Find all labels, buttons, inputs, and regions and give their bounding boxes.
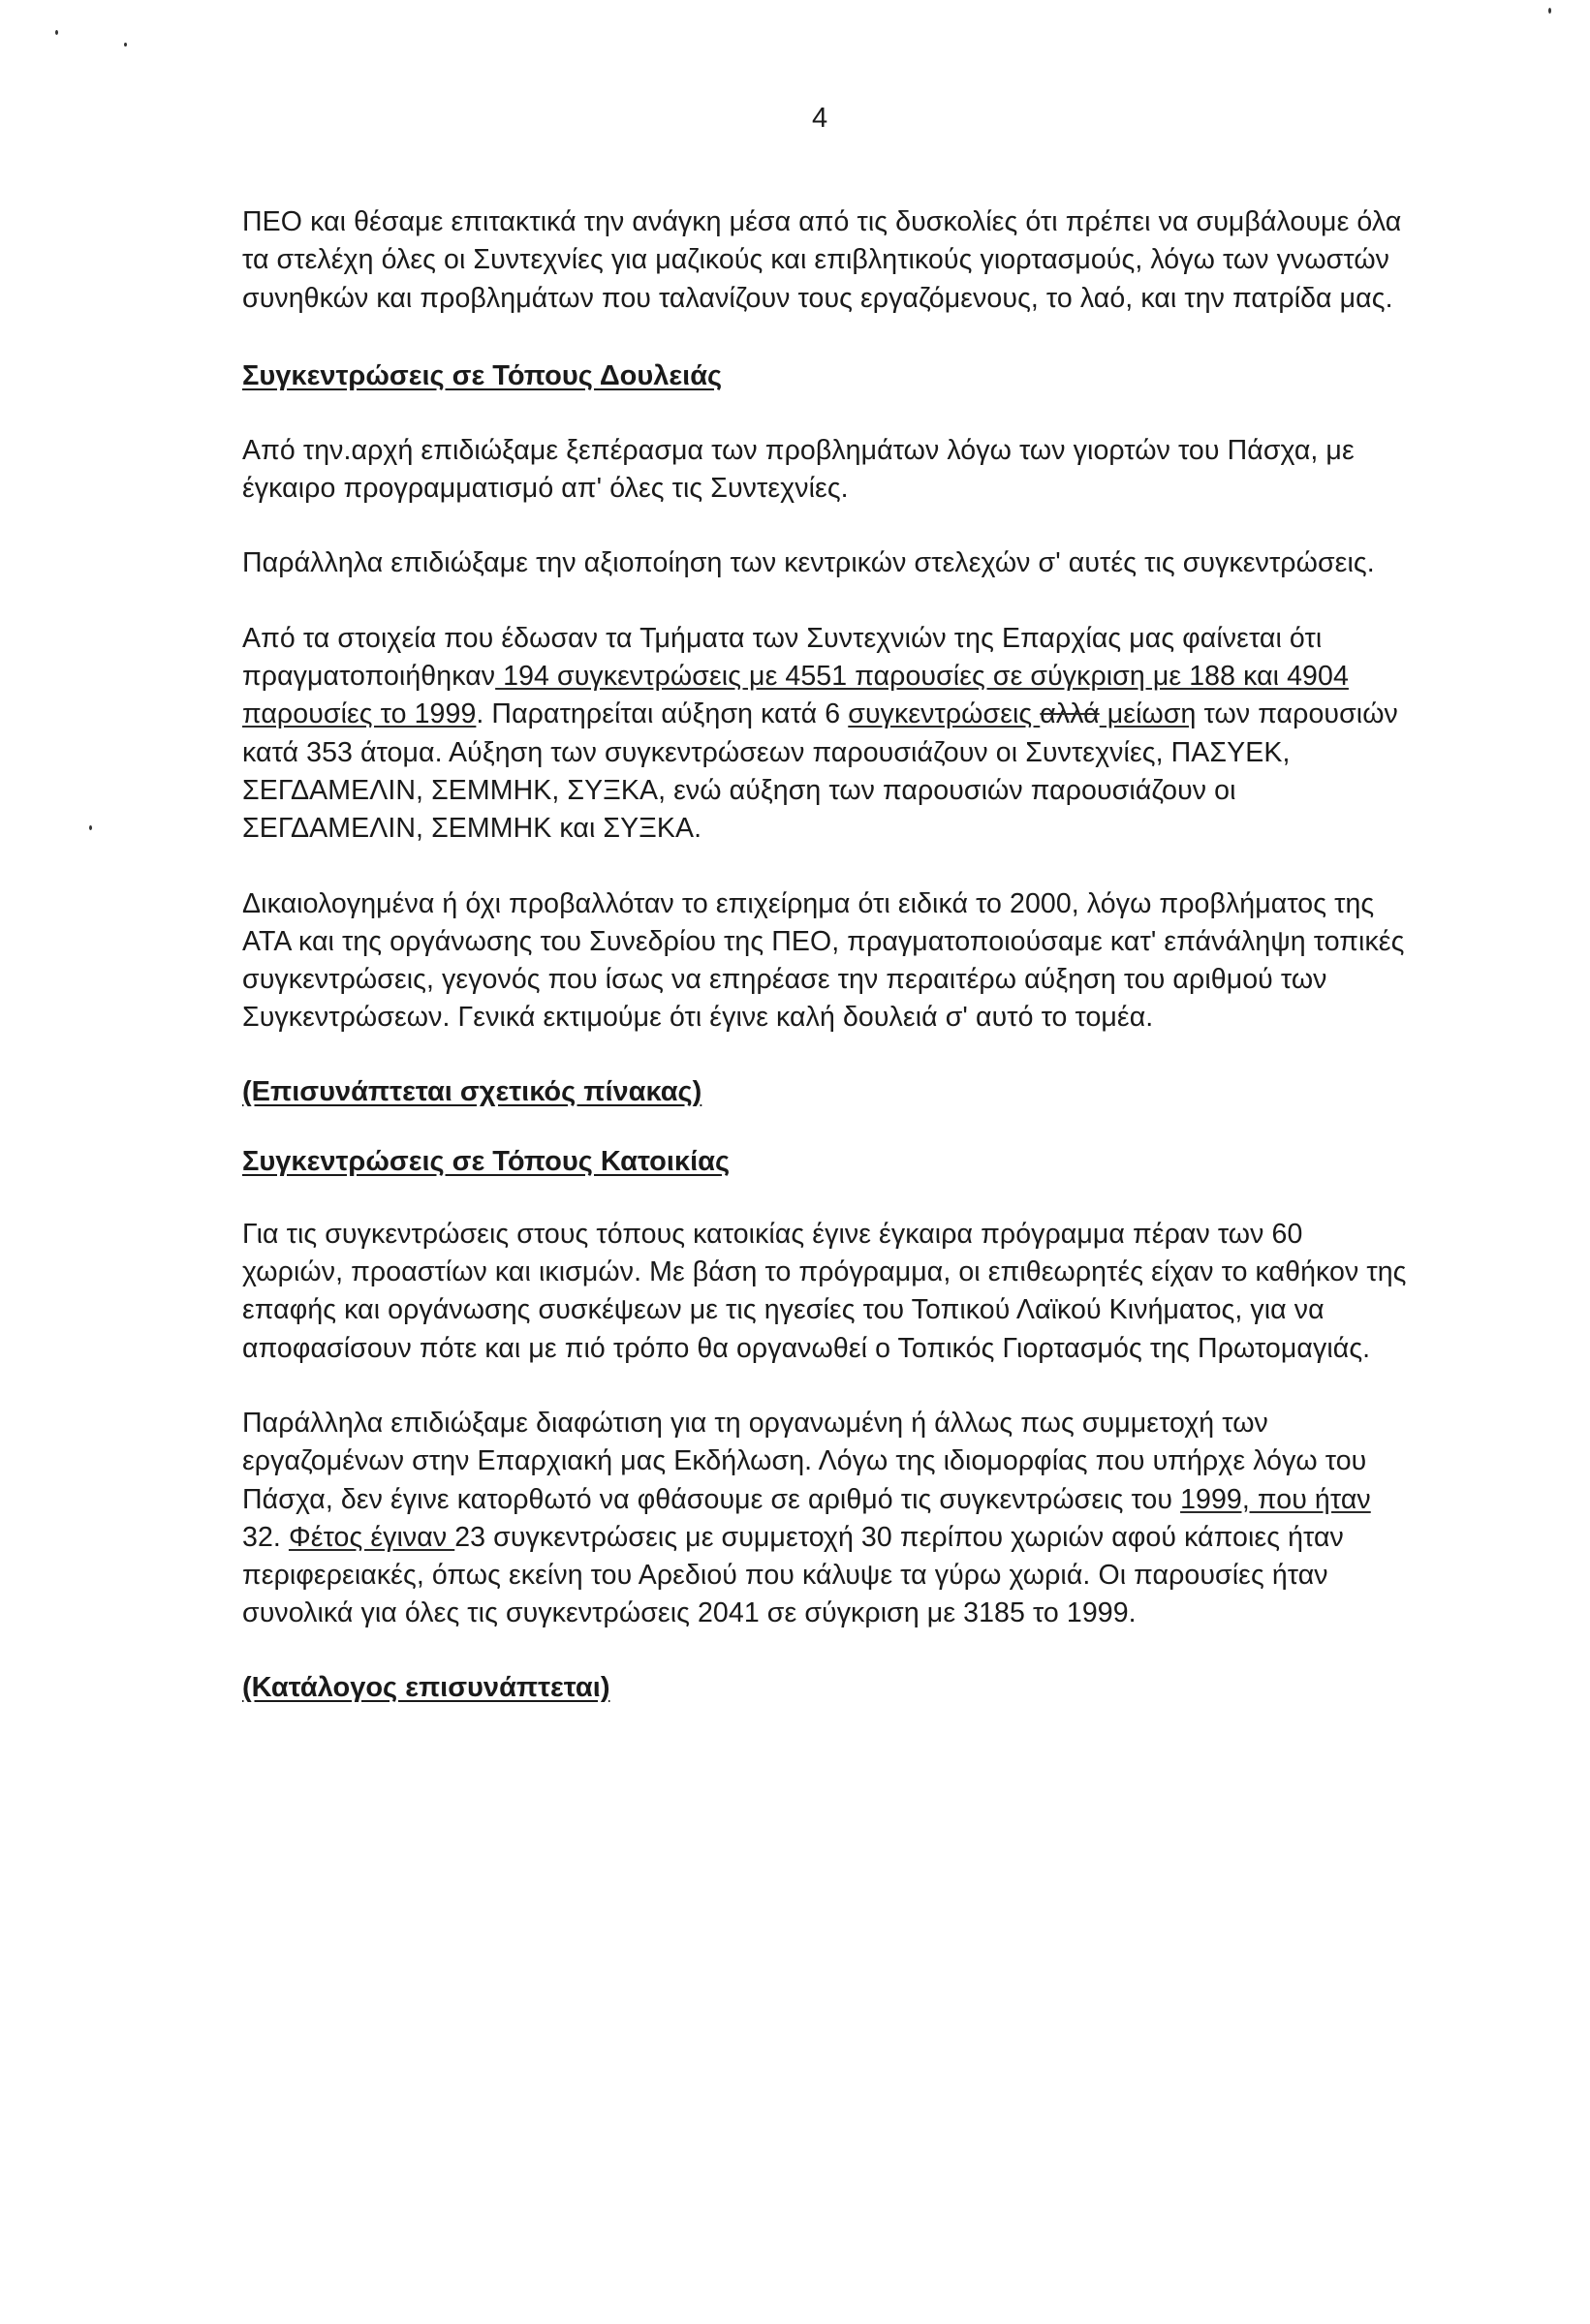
- attachment-note-table: (Επισυνάπτεται σχετικός πίνακας): [242, 1075, 702, 1107]
- section-heading-residence: Συγκεντρώσεις σε Τόπους Κατοικίας: [242, 1145, 731, 1177]
- handwritten-underline-decrease: μείωση: [1099, 698, 1197, 730]
- residence-text: Παράλληλα επιδιώξαμε διαφώτιση για τη οργανωμένη ή άλλως πως συμμετοχή των εργαζομένων στην Επαρχιακή μας Εκδήλωση. Λόγω της ιδιομορφίας που υπήρχε λόγω του Πάσχα, δεν έγινε κατορθωτό να φθάσουμε σε αριθμό τις συγκεντρώσεις του: [242, 1407, 1367, 1515]
- handwritten-strike-but: αλλά: [1040, 698, 1100, 730]
- workplaces-stats-text: των παρουσιών κατά 353 άτομα. Αύξηση των συγκεντρώσεων παρουσιάζουν οι Συντεχνίες, ΠΑΣΥΕΚ, ΣΕΓΔΑΜΕΛΙΝ, ΣΕΜΜΗΚ, ΣΥΞΚΑ, ενώ αύξηση των παρουσιών παρουσιάζουν οι ΣΕΓΔΑΜΕΛΙΝ, ΣΕΜΜΗΚ και ΣΥΞΚΑ.: [242, 698, 1398, 845]
- intro-paragraph: ΠΕΟ και θέσαμε επιτακτικά την ανάγκη μέσα από τις δυσκολίες ότι πρέπει να συμβάλουμε όλα τα στελέχη όλες οι Συντεχνίες για μαζικούς και επιβλητικούς γιορτασμούς, λόγω των γνωστών συνηθκών και προβλημάτων που ταλανίζουν τους εργαζόμενους, το λαό, και την πατρίδα μας.: [242, 206, 1402, 314]
- workplaces-paragraph-1: Από την.αρχή επιδιώξαμε ξεπέρασμα των προβλημάτων λόγω των γιορτών του Πάσχα, με έγκαιρο προγραμματισμό απ' όλες τις Συντεχνίες.: [242, 434, 1355, 505]
- workplaces-paragraph-3: [242, 620, 1410, 849]
- handwritten-underline-gatherings: συγκεντρώσεις: [848, 698, 1041, 730]
- attachment-note-list: (Κατάλογος επισυνάπτεται): [242, 1671, 610, 1703]
- document-body: [242, 203, 1410, 1707]
- scan-speck: [1548, 8, 1551, 14]
- handwritten-underline-stats: 194 συγκεντρώσεις με 4551 παρουσίες σε σύγκριση με 188 και 4904 παρουσίες το 1999: [242, 661, 1349, 730]
- scan-speck: [124, 43, 127, 46]
- section-heading-workplaces: Συγκεντρώσεις σε Τόπους Δουλειάς: [242, 359, 723, 391]
- workplaces-paragraph-4: Δικαιολογημένα ή όχι προβαλλόταν το επιχείρημα ότι ειδικά το 2000, λόγω προβλήματος της ΑΤΑ και της οργάνωσης του Συνεδρίου της ΠΕΟ, πραγματοποιούσαμε κατ' επάνάληψη τοπικές συγκεντρώσεις, γεγονός που ίσως να επηρέασε την περαιτέρω αύξηση του αριθμού των Συγκεντρώσεων. Γενικά εκτιμούμε ότι έγινε καλή δουλειά σ' αυτό το τομέα.: [242, 887, 1405, 1034]
- workplaces-paragraph-2: Παράλληλα επιδιώξαμε την αξιοποίηση των κεντρικών στελεχών σ' αυτές τις συγκεντρώσεις.: [242, 547, 1375, 579]
- page-number: 4: [812, 103, 828, 134]
- workplaces-stats-text: . Παρατηρείται αύξηση κατά 6: [476, 698, 849, 730]
- residence-paragraph-1: Για τις συγκεντρώσεις στους τόπους κατοικίας έγινε έγκαιρα πρόγραμμα πέραν των 60 χωριών, προαστίων και ικισμών. Με βάση το πρόγραμμα, οι επιθεωρητές είχαν το καθήκον της επαφής και οργάνωσης συσκέψεων με τις ηγεσίες του Τοπικού Λαϊκού Κινήματος, για να αποφασίσουν πότε και με πιό τρόπο θα οργανωθεί ο Τοπικός Γιορτασμός της Πρωτομαγιάς.: [242, 1218, 1407, 1364]
- handwritten-underline-this-year: Φέτος έγιναν: [288, 1521, 455, 1553]
- handwritten-underline-1999: 1999, που ήταν: [1180, 1483, 1371, 1515]
- residence-text: 23 συγκεντρώσεις με συμμετοχή 30 περίπου χωριών αφού κάποιες ήταν περιφερειακές, όπως εκείνη του Αρεδιού που κάλυψε τα γύρω χωριά. Οι παρουσίες ήταν συνολικά για όλες τις συγκεντρώσεις 2041 σε σύγκριση με 3185 το 1999.: [242, 1521, 1344, 1629]
- scan-speck: [55, 30, 58, 35]
- residence-text: 32.: [242, 1521, 289, 1553]
- workplaces-stats-text: Από τα στοιχεία που έδωσαν τα Τμήματα των Συντεχνιών της Επαρχίας μας φαίνεται ότι πραγματοποιήθηκαν: [242, 622, 1323, 693]
- residence-paragraph-2: [242, 1405, 1410, 1633]
- scan-speck: [89, 825, 92, 830]
